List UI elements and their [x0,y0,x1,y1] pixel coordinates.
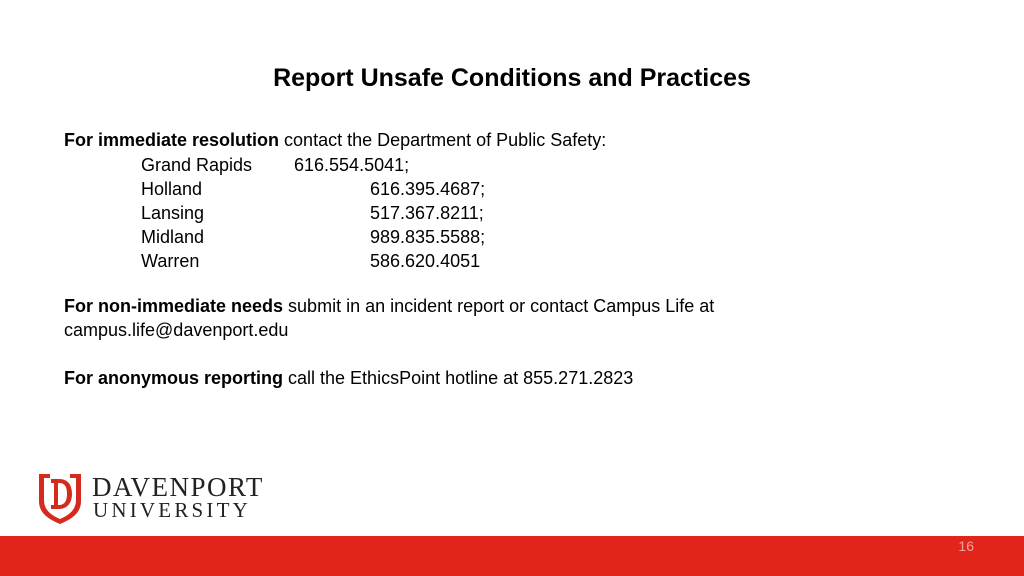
footer-bar [0,536,1024,576]
location-phone: 517.367.8211; [370,203,484,223]
campus-life-email[interactable]: campus.life@davenport.edu [64,320,289,340]
immediate-resolution-text: contact the Department of Public Safety: [279,130,607,150]
slide-title: Report Unsafe Conditions and Practices [273,64,751,92]
location-name: Holland [141,179,203,199]
anonymous-reporting-paragraph [64,366,633,390]
location-phone: 616.395.4687; [370,179,486,199]
non-immediate-text: submit in an incident report or contact Campus Life at [283,296,715,316]
location-name: Grand Rapids [141,155,253,175]
non-immediate-paragraph [64,294,714,342]
page-number: 16 [958,538,974,554]
logo-word-university: UNIVERSITY [93,498,251,522]
location-name: Lansing [141,203,205,223]
location-name: Midland [141,227,205,247]
location-name: Warren [141,251,200,271]
immediate-resolution-paragraph [64,128,606,152]
davenport-logo [37,470,277,526]
immediate-resolution-lead: For immediate resolution [64,130,280,150]
location-phone: 989.835.5588; [370,227,486,247]
location-phone: 586.620.4051 [370,251,481,271]
anonymous-reporting-text: call the EthicsPoint hotline at 855.271.2823 [283,368,634,388]
location-phone: 616.554.5041; [294,155,410,175]
anonymous-reporting-lead: For anonymous reporting [64,368,284,388]
logo-word-davenport: DAVENPORT [92,472,264,502]
davenport-shield-icon [37,470,83,524]
non-immediate-lead: For non-immediate needs [64,296,284,316]
